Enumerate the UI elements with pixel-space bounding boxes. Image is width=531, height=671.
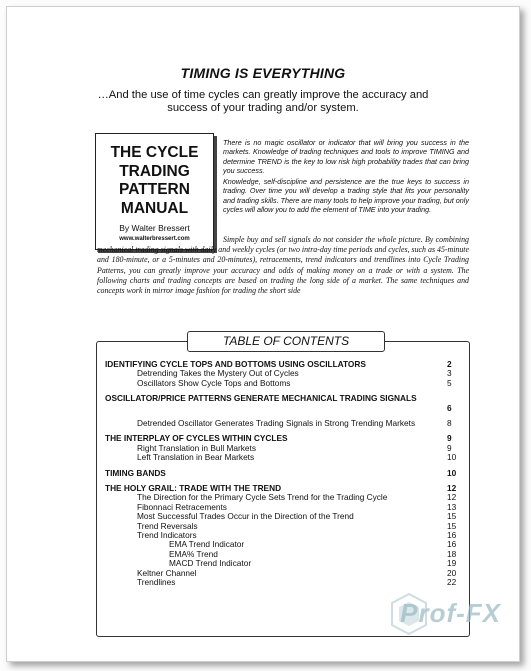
toc-entry-page: 9 <box>447 433 452 444</box>
watermark-logo <box>381 590 501 640</box>
toc-entry <box>105 578 461 587</box>
toc-entry-label: MACD Trend Indicator <box>169 558 252 569</box>
toc-entry-page: 5 <box>447 377 452 388</box>
toc-entry-page: 2 <box>447 359 452 369</box>
toc-entry-label: Trend Indicators <box>137 530 197 541</box>
page-title: TIMING IS EVERYTHING <box>180 65 346 81</box>
toc-entry-page: 6 <box>447 402 452 413</box>
toc-entry-page: 12 <box>447 483 457 494</box>
toc-entry <box>105 550 461 559</box>
toc-entry-page: 18 <box>447 548 457 559</box>
toc-entry-page: 20 <box>447 567 457 578</box>
book-cover-box <box>95 133 214 250</box>
toc-entry-label: Trend Reversals <box>137 520 198 531</box>
toc-entry-page: 3 <box>447 368 452 379</box>
toc-entry <box>105 469 461 478</box>
book-title-line: MANUAL <box>120 199 189 217</box>
toc-entry-page: 16 <box>447 530 457 541</box>
toc-entry <box>105 540 461 549</box>
toc-entry-page: 10 <box>447 452 457 463</box>
toc-entry-label: Fibonnaci Retracements <box>137 501 227 512</box>
toc-entry-page: 16 <box>447 539 457 550</box>
book-title-line: THE CYCLE <box>110 144 199 161</box>
toc-entry-label: TIMING BANDS <box>105 467 166 478</box>
toc-entry-page: 15 <box>447 511 457 522</box>
toc-entry-label: THE INTERPLAY OF CYCLES WITHIN CYCLES <box>105 433 288 444</box>
toc-list <box>105 360 461 588</box>
toc-entry <box>105 379 461 388</box>
toc-entry-page: 15 <box>447 520 457 531</box>
intro-paragraph-3: Simple buy and sell signals do not consider the whole picture. By combining mechanical trading signals with daily and weekly cycles (or two intra-day time periods and cycles, such as 45-minute and 180-minute, or a 5-minutes and 20-minutes), retracements, trend indicators and trendlines into Cycle Trading Patterns, you can greatly improve your accuracy and odds of making money on a trade or with a system. The following charts and trading concepts are based on trading the long side of a market. The same techniques and concepts work in mirror image fashion for trading the short side <box>97 235 469 296</box>
toc-entry <box>105 531 461 540</box>
page-subtitle: …And the use of time cycles can greatly improve the accuracy and success of your trading and/or system. <box>97 89 429 114</box>
book-title <box>96 144 213 218</box>
toc-entry-label: EMA% Trend <box>169 548 218 559</box>
toc-entry-label: Trendlines <box>137 577 176 588</box>
toc-entry-label: Left Translation in Bear Markets <box>137 452 255 463</box>
toc-entry-page: 22 <box>447 577 457 588</box>
toc-entry-label: Most Successful Trades Occur in the Direction of the Trend <box>137 511 354 522</box>
toc-title: TABLE OF CONTENTS <box>187 331 385 352</box>
toc-entry-page: 19 <box>447 558 457 569</box>
watermark-text: Prof-FX <box>400 598 501 628</box>
toc-entry-label: Detrending Takes the Mystery Out of Cycles <box>137 368 299 379</box>
intro-paragraph-2: Knowledge, self-discipline and persistence are the true keys to success in trading. Over time you will develop a trading style that fits your personality and trading skills. There are many tools to help improve your trading, but only cycles will allow you to add the element of TIME into your trading. <box>223 177 469 215</box>
document-page <box>6 6 520 662</box>
book-title-line: PATTERN <box>119 181 190 198</box>
toc-entry-page: 8 <box>447 418 452 429</box>
intro-paragraph-1: There is no magic oscillator or indicator that will bring you success in the markets. Knowledge of trading techniques and tools to improve TIMING and determine TREND is the key to low risk high probability trades that can bring you success. <box>223 138 469 176</box>
toc-entry-page: 13 <box>447 501 457 512</box>
toc-entry-label: Detrended Oscillator Generates Trading Signals in Strong Trending Markets <box>137 418 416 429</box>
toc-entry-page: 10 <box>447 467 457 478</box>
toc-entry-label: IDENTIFYING CYCLE TOPS AND BOTTOMS USING OSCILLATORS <box>105 359 366 369</box>
toc-entry <box>105 453 461 462</box>
toc-entry-label: OSCILLATOR/PRICE PATTERNS GENERATE MECHANICAL TRADING SIGNALS <box>105 393 417 404</box>
toc-entry <box>105 394 461 413</box>
toc-entry-page: 12 <box>447 492 457 503</box>
toc-entry-page: 9 <box>447 442 452 453</box>
book-title-line: TRADING <box>119 162 190 180</box>
book-author: By Walter Bressert <box>119 223 190 233</box>
toc-entry-label: Keltner Channel <box>137 567 197 578</box>
toc-entry-label: EMA Trend Indicator <box>169 539 245 550</box>
toc-entry-label: THE HOLY GRAIL: TRADE WITH THE TREND <box>105 483 282 494</box>
toc-entry-label: Oscillators Show Cycle Tops and Bottoms <box>137 377 291 388</box>
book-url: www.walterbressert.com <box>119 236 190 242</box>
toc-entry-label: Right Translation in Bull Markets <box>137 442 256 453</box>
toc-entry <box>105 419 461 428</box>
toc-entry-label: The Direction for the Primary Cycle Sets Trend for the Trading Cycle <box>137 492 388 503</box>
